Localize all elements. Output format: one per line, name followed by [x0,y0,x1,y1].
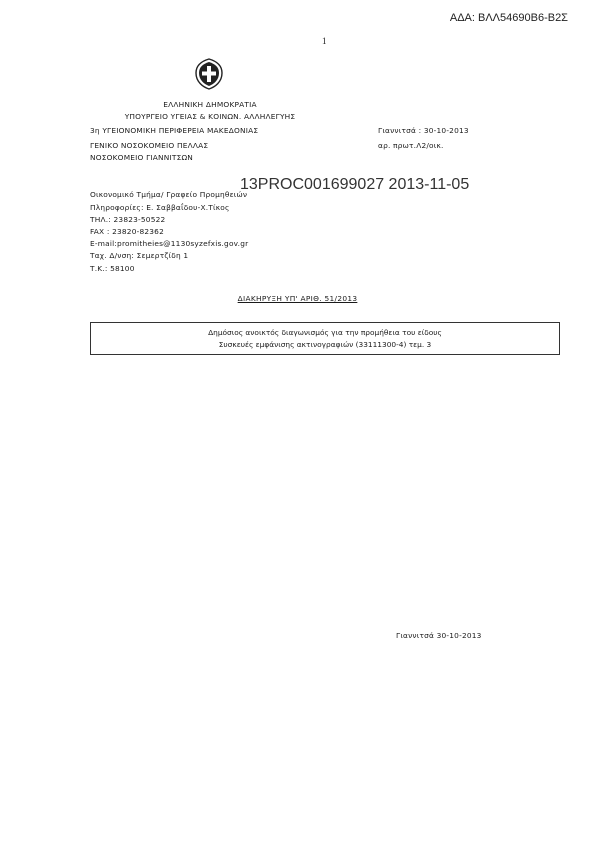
protocol-ref: αρ. πρωτ.Λ2/οικ. [378,141,444,150]
document-title-text: ΔΙΑΚΗΡΥΞΗ ΥΠ' ΑΡΙΘ. 51/2013 [237,294,358,303]
subject-line-2: Συσκευές εμφάνισης ακτινογραφιών (33111300-4) τεμ. 3 [218,340,432,349]
document-title [90,294,505,303]
authority-line-5: ΝΟΣΟΚΟΜΕΙΟ ΓΙΑΝΝΙΤΣΩΝ [90,153,194,162]
contact-email[interactable]: E-mail:promitheies@1130syzefxis.gov.gr [90,239,249,248]
subject-box [90,322,560,355]
contact-address: Ταχ. Δ/νση: Σεμερτζίδη 1 [90,251,189,260]
contact-fax: FAX : 23820-82362 [90,227,164,236]
authority-line-1: ΕΛΛΗΝΙΚΗ ΔΗΜΟΚΡΑΤΙΑ [163,100,257,109]
authority-line-4: ΓΕΝΙΚΟ ΝΟΣΟΚΟΜΕΙΟ ΠΕΛΛΑΣ [90,141,209,150]
subject-line-1: Δημόσιος ανοικτός διαγωνισμός για την προμήθεια του είδους [208,328,442,337]
place-date: Γιαννιτσά : 30-10-2013 [378,126,469,135]
ada-code: ΑΔΑ: ΒΛΛ54690Β6-Β2Σ [449,12,568,24]
greek-coat-of-arms-icon [194,58,224,90]
protocol-stamp: 13PROC001699027 2013-11-05 [240,176,470,193]
footer-place-date: Γιαννιτσά 30-10-2013 [396,631,482,640]
authority-line-2: ΥΠΟΥΡΓΕΙΟ ΥΓΕΙΑΣ & ΚΟΙΝΩΝ. ΑΛΛΗΛΕΓΥΗΣ [124,112,296,121]
contact-tel: ΤΗΛ.: 23823-50522 [90,215,166,224]
contact-department: Οικονομικό Τμήμα/ Γραφείο Προμηθειών [90,190,248,199]
authority-line-3: 3η ΥΓΕΙΟΝΟΜΙΚΗ ΠΕΡΙΦΕΡΕΙΑ ΜΑΚΕΔΟΝΙΑΣ [90,126,259,135]
contact-postcode: Τ.Κ.: 58100 [90,264,135,273]
contact-info: Πληροφορίες: Ε. Σαββαΐδου-Χ.Τίκος [90,203,230,212]
page-number: 1 [322,36,327,46]
